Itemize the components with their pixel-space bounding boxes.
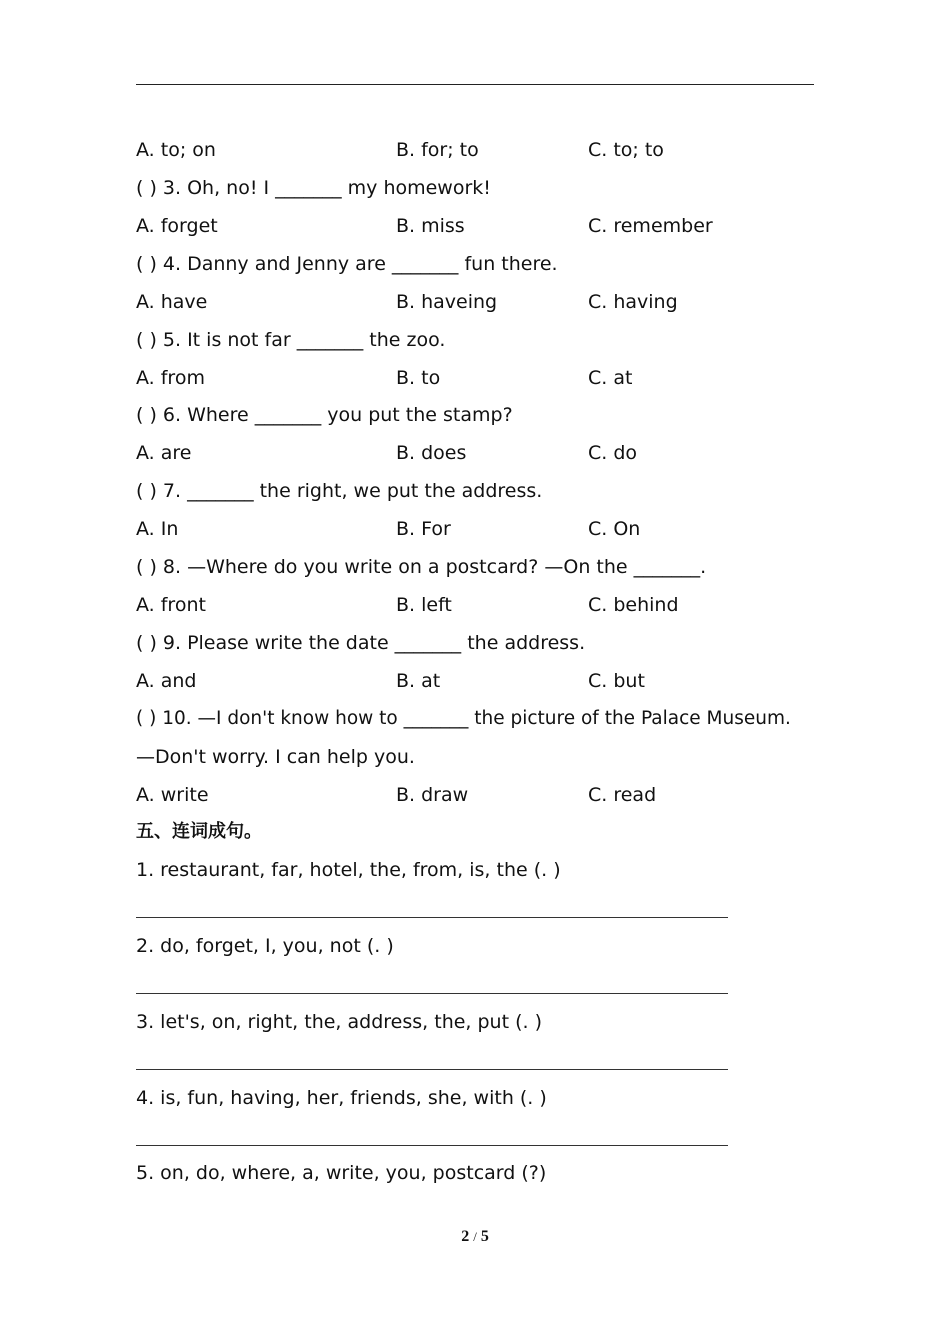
- question-9: ( ) 9. Please write the date _______ the address.: [136, 632, 586, 654]
- q8-option-b[interactable]: B. left: [396, 594, 452, 616]
- sentence-item-4: 4. is, fun, having, her, friends, she, with (. ): [136, 1087, 547, 1109]
- q3-option-a[interactable]: A. forget: [136, 215, 218, 237]
- page-separator: /: [473, 1229, 477, 1244]
- q10-option-a[interactable]: A. write: [136, 784, 209, 806]
- sentence-item-5: 5. on, do, where, a, write, you, postcard (?): [136, 1162, 547, 1184]
- q5-option-c[interactable]: C. at: [588, 367, 633, 389]
- q8-option-a[interactable]: A. front: [136, 594, 206, 616]
- q9-option-c[interactable]: C. but: [588, 670, 645, 692]
- page-current: 2: [461, 1228, 470, 1245]
- sentence-item-3: 3. let's, on, right, the, address, the, put (. ): [136, 1011, 542, 1033]
- page-total: 5: [480, 1228, 489, 1245]
- answer-line-1[interactable]: [136, 917, 728, 918]
- question-5: ( ) 5. It is not far _______ the zoo.: [136, 329, 446, 351]
- q10-option-c[interactable]: C. read: [588, 784, 657, 806]
- question-10: ( ) 10. —I don't know how to _______ the picture of the Palace Museum.: [136, 708, 791, 729]
- sentence-item-2: 2. do, forget, I, you, not (. ): [136, 935, 394, 957]
- q9-option-a[interactable]: A. and: [136, 670, 197, 692]
- header-rule: [136, 84, 814, 85]
- section-5-title: 五、连词成句。: [136, 821, 262, 842]
- q2-option-a[interactable]: A. to; on: [136, 139, 216, 161]
- q6-option-a[interactable]: A. are: [136, 442, 192, 464]
- sentence-item-1: 1. restaurant, far, hotel, the, from, is, the (. ): [136, 859, 561, 881]
- q5-option-b[interactable]: B. to: [396, 367, 441, 389]
- q8-option-c[interactable]: C. behind: [588, 594, 679, 616]
- q5-option-a[interactable]: A. from: [136, 367, 205, 389]
- q2-option-b[interactable]: B. for; to: [396, 139, 479, 161]
- q3-option-c[interactable]: C. remember: [588, 215, 713, 237]
- question-6: ( ) 6. Where _______ you put the stamp?: [136, 404, 513, 426]
- q4-option-b[interactable]: B. haveing: [396, 291, 498, 313]
- answer-line-2[interactable]: [136, 993, 728, 994]
- question-4: ( ) 4. Danny and Jenny are _______ fun there.: [136, 253, 558, 275]
- question-10-reply: —Don't worry. I can help you.: [136, 746, 415, 768]
- q7-option-c[interactable]: C. On: [588, 518, 641, 540]
- answer-line-4[interactable]: [136, 1145, 728, 1146]
- q3-option-b[interactable]: B. miss: [396, 215, 465, 237]
- q9-option-b[interactable]: B. at: [396, 670, 441, 692]
- q4-option-c[interactable]: C. having: [588, 291, 678, 313]
- question-7: ( ) 7. _______ the right, we put the address.: [136, 480, 543, 502]
- q4-option-a[interactable]: A. have: [136, 291, 208, 313]
- answer-line-3[interactable]: [136, 1069, 728, 1070]
- q10-option-b[interactable]: B. draw: [396, 784, 469, 806]
- question-3: ( ) 3. Oh, no! I _______ my homework!: [136, 177, 491, 199]
- question-8: ( ) 8. —Where do you write on a postcard? —On the _______.: [136, 556, 707, 578]
- q6-option-b[interactable]: B. does: [396, 442, 467, 464]
- q7-option-a[interactable]: A. In: [136, 518, 179, 540]
- q2-option-c[interactable]: C. to; to: [588, 139, 664, 161]
- q6-option-c[interactable]: C. do: [588, 442, 638, 464]
- q7-option-b[interactable]: B. For: [396, 518, 451, 540]
- page-number: [0, 1228, 950, 1246]
